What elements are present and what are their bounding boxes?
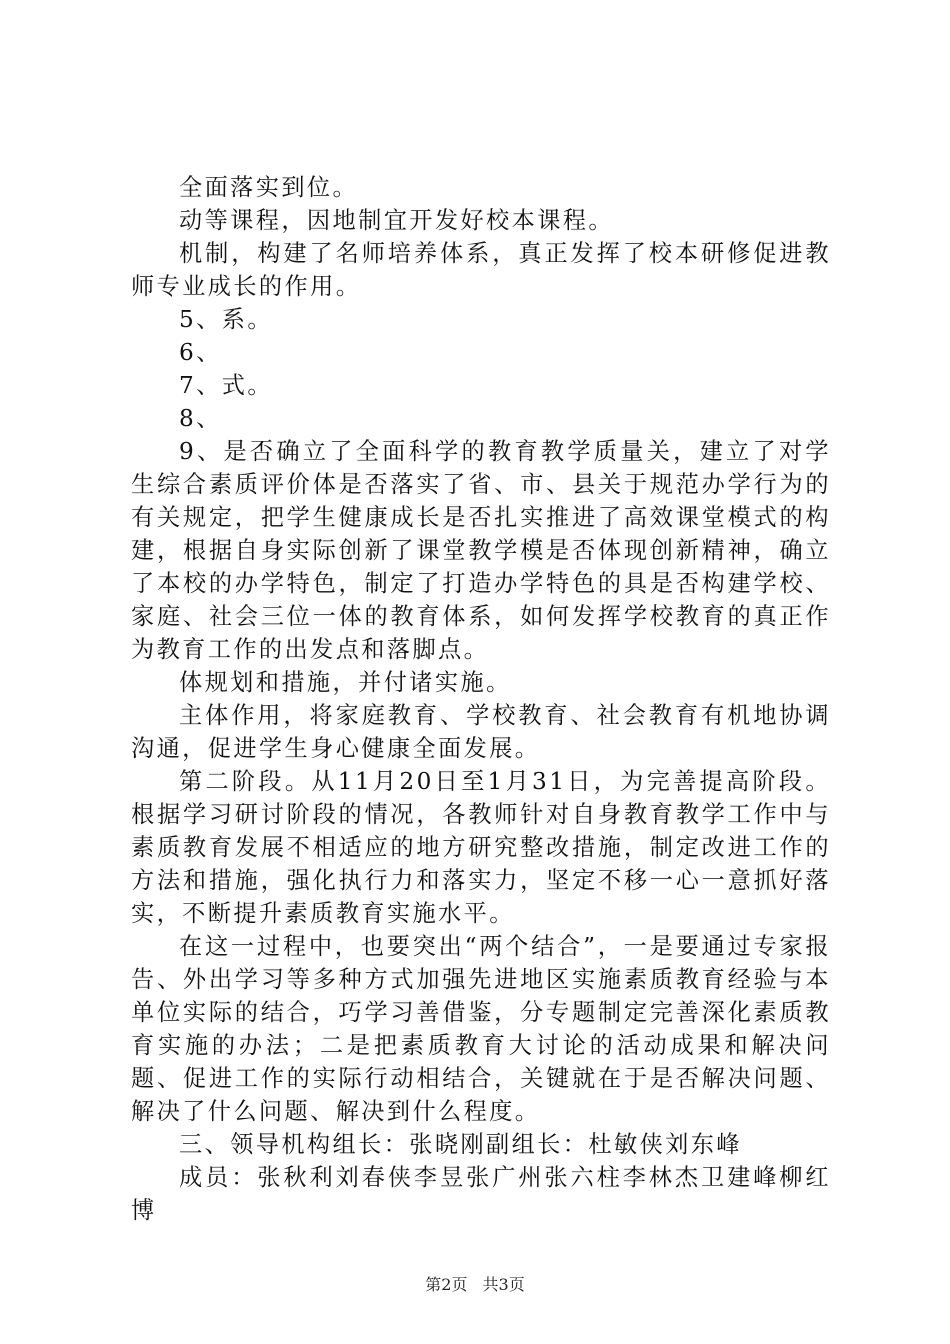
page-total: 共3页: [482, 1275, 525, 1294]
page-footer: [0, 1275, 950, 1295]
paragraph: 主体作用，将家庭教育、学校教育、社会教育有机地协调沟通，促进学生身心健康全面发展。: [131, 702, 831, 762]
paragraph: 7、式。: [179, 372, 273, 399]
paragraph: 9、是否确立了全面科学的教育教学质量关，建立了对学生综合素质评价体是否落实了省、市、县关于规范办学行为的有关规定，把学生健康成长是否扎实推进了高效课堂模式的构建，根据自身实际创新了课堂教学模是否体现创新精神，确立了本校的办学特色，制定了打造办学特色的具是否构建学校、家庭、社会三位一体的教育体系，如何发挥学校教育的真正作为教育工作的出发点和落脚点。: [131, 438, 831, 663]
paragraph: 体规划和措施，并付诸实施。: [179, 669, 512, 696]
paragraph: 在这一过程中，也要突出“两个结合”，一是要通过专家报告、外出学习等多种方式加强先进地区实施素质教育经验与本单位实际的结合，巧学习善借鉴，分专题制定完善深化素质教育实施的办法；二是把素质教育大讨论的活动成果和解决问题、促进工作的实际行动相结合，关键就在于是否解决问题、解决了什么问题、解决到什么程度。: [131, 933, 831, 1125]
paragraph: 5、系。: [179, 306, 273, 333]
page-number: 第2页: [425, 1275, 468, 1294]
document-body: [131, 171, 831, 1227]
paragraph: 第二阶段。从11月20日至1月31日，为完善提高阶段。根据学习研讨阶段的情况，各教师针对自身教育教学工作中与素质教育发展不相适应的地方研究整改措施，制定改进工作的方法和措施，强化执行力和落实力，坚定不移一心一意抓好落实，不断提升素质教育实施水平。: [131, 768, 831, 927]
paragraph: 6、: [179, 339, 222, 366]
paragraph: 全面落实到位。: [179, 174, 359, 201]
paragraph: 机制，构建了名师培养体系，真正发挥了校本研修促进教师专业成长的作用。: [131, 240, 831, 300]
paragraph: 动等课程，因地制宜开发好校本课程。: [179, 207, 614, 234]
paragraph: 成员：张秋利刘春侠李昱张广州张六柱李林杰卫建峰柳红博: [131, 1164, 831, 1224]
paragraph: 三、领导机构组长：张晓刚副组长：杜敏侠刘东峰: [179, 1131, 742, 1158]
paragraph: 8、: [179, 405, 222, 432]
